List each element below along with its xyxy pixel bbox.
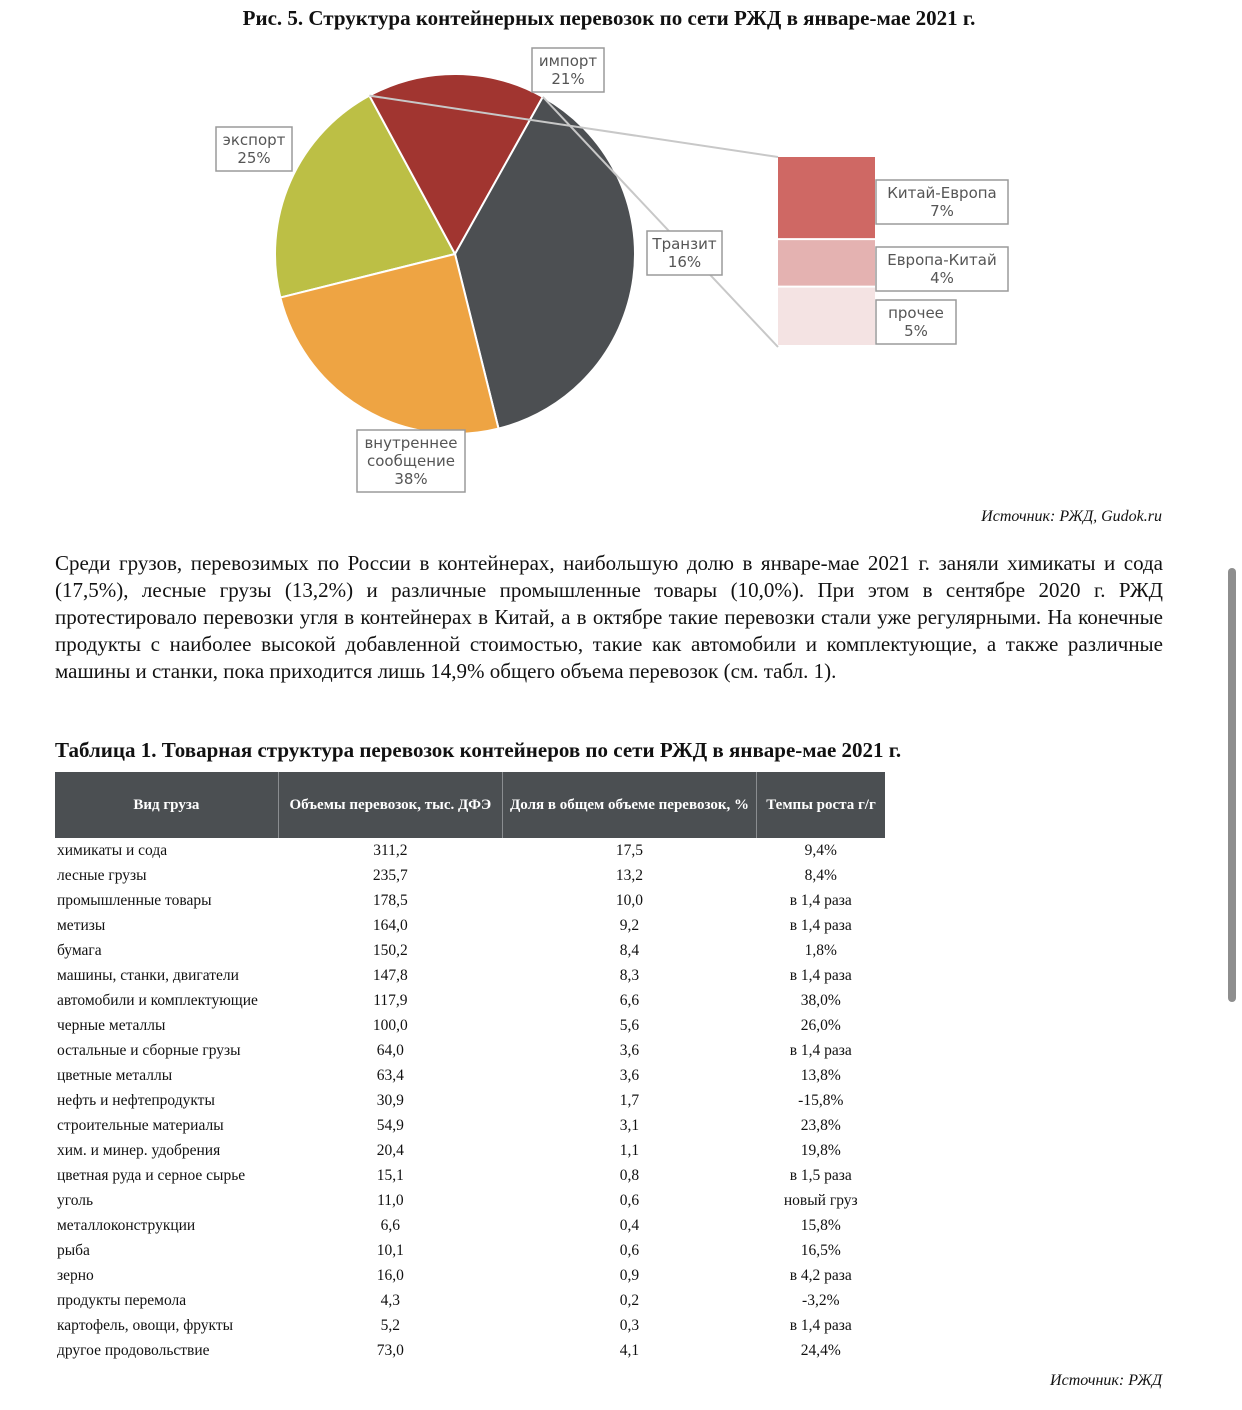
table-row [55, 1063, 885, 1088]
cell-volume: 16,0 [376, 1266, 404, 1284]
label-breakdown-0-text: 7% [930, 202, 954, 220]
cell-share: 3,6 [619, 1041, 640, 1059]
cell-cargo-type: другое продовольствие [57, 1341, 210, 1359]
cell-cargo-type: цветная руда и серное сырье [57, 1166, 246, 1184]
cell-cargo-type: автомобили и комплектующие [57, 991, 258, 1009]
table-row [55, 1013, 885, 1038]
label-transit-text: 16% [667, 253, 702, 271]
cell-growth: в 1,4 раза [789, 1041, 852, 1059]
cell-growth: 38,0% [800, 991, 841, 1009]
cell-share: 0,6 [619, 1241, 640, 1259]
cell-cargo-type: промышленные товары [57, 891, 212, 909]
cell-cargo-type: продукты перемола [57, 1291, 187, 1309]
cell-cargo-type: металлоконструкции [57, 1216, 196, 1234]
cell-share: 17,5 [615, 841, 644, 859]
cell-growth: в 1,5 раза [789, 1166, 852, 1184]
label-import [532, 48, 604, 92]
label-domestic-text: внутреннее [364, 434, 458, 452]
pie-chart [0, 40, 1100, 510]
cell-share: 0,6 [619, 1191, 640, 1209]
cell-share: 10,0 [615, 891, 644, 909]
cell-share: 6,6 [619, 991, 640, 1009]
table-title: Таблица 1. Товарная структура перевозок контейнеров по сети РЖД в январе-мае 2021 г. [55, 738, 902, 762]
cell-growth: 23,8% [800, 1116, 841, 1134]
cell-volume: 30,9 [376, 1091, 404, 1109]
header-cargo-type: Вид груза [55, 772, 278, 838]
cell-growth: -3,2% [802, 1291, 840, 1309]
cell-growth: в 1,4 раза [789, 966, 852, 984]
cell-share: 0,9 [619, 1266, 640, 1284]
cell-growth: 15,8% [800, 1216, 841, 1234]
table-header-row [55, 772, 885, 838]
cargo-table [55, 772, 885, 1363]
cell-volume: 100,0 [372, 1016, 408, 1034]
table-row [55, 1263, 885, 1288]
table-row [55, 1338, 885, 1363]
cell-cargo-type: машины, станки, двигатели [57, 966, 239, 984]
cell-volume: 10,1 [376, 1241, 404, 1259]
cell-volume: 15,1 [376, 1166, 404, 1184]
cell-share: 8,3 [619, 966, 640, 984]
cell-cargo-type: химикаты и сода [57, 841, 168, 859]
table-row [55, 1313, 885, 1338]
cell-share: 1,1 [619, 1141, 640, 1159]
figure-source: Источник: РЖД, Gudok.ru [981, 508, 1162, 525]
cell-volume: 5,2 [380, 1316, 401, 1334]
header-volume: Объемы перевозок, тыс. ДФЭ [278, 772, 502, 838]
cell-volume: 63,4 [376, 1066, 404, 1084]
cell-growth: в 1,4 раза [789, 916, 852, 934]
cell-growth: 24,4% [800, 1341, 841, 1359]
cell-share: 9,2 [619, 916, 640, 934]
label-breakdown-1-text: Европа-Китай [887, 251, 997, 269]
cell-volume: 4,3 [380, 1291, 401, 1309]
cell-share: 0,3 [619, 1316, 640, 1334]
cell-share: 13,2 [615, 866, 644, 884]
cell-growth: 13,8% [800, 1066, 841, 1084]
cell-cargo-type: цветные металлы [57, 1066, 173, 1084]
cell-volume: 311,2 [373, 841, 408, 859]
label-breakdown-2-text: 5% [904, 322, 928, 340]
table-row [55, 1213, 885, 1238]
body-paragraph: Среди грузов, перевозимых по России в контейнерах, наибольшую долю в январе-мае 2021 г. заняли химикаты и сода (17,5%), лесные грузы (13,2%) и различные промышленные товары (10,0%). При этом в сентябре 2020 г. РЖД протестировало перевозки угля в контейнерах в Китай, а в октябре такие перевозки стали уже регулярными. На конечные продукты с наиболее высокой добавленной стоимостью, такие как автомобили и комплектующие, а также различные машины и станки, пока приходится лишь 14,9% общего объема перевозок (см. табл. 1). [55, 551, 1163, 683]
cell-cargo-type: зерно [57, 1266, 94, 1284]
label-export-text: 25% [237, 149, 271, 167]
cell-volume: 64,0 [376, 1041, 404, 1059]
cell-volume: 54,9 [376, 1116, 404, 1134]
cell-volume: 11,0 [377, 1191, 404, 1209]
label-breakdown-2 [876, 300, 956, 344]
table-row [55, 1088, 885, 1113]
cell-cargo-type: рыба [57, 1241, 90, 1259]
cell-share: 0,4 [619, 1216, 640, 1234]
label-breakdown-1 [876, 247, 1008, 291]
cell-cargo-type: строительные материалы [57, 1116, 224, 1134]
breakdown-segment-2 [778, 288, 875, 345]
cell-growth: новый груз [783, 1191, 858, 1209]
cell-cargo-type: остальные и сборные грузы [57, 1041, 241, 1059]
table-row [55, 1138, 885, 1163]
cell-volume: 147,8 [372, 966, 408, 984]
cell-growth: 16,5% [800, 1241, 841, 1259]
table-row [55, 1163, 885, 1188]
cell-growth: 26,0% [800, 1016, 841, 1034]
cell-share: 8,4 [619, 941, 640, 959]
cell-cargo-type: черные металлы [57, 1016, 166, 1034]
table-row [55, 1038, 885, 1063]
cell-cargo-type: бумага [57, 941, 102, 959]
breakdown-segment-1 [778, 240, 875, 286]
cell-cargo-type: хим. и минер. удобрения [57, 1141, 221, 1159]
cell-volume: 20,4 [376, 1141, 404, 1159]
cell-growth: 1,8% [804, 941, 837, 959]
cell-growth: в 4,2 раза [789, 1266, 852, 1284]
cell-volume: 6,6 [380, 1216, 401, 1234]
label-breakdown-2-text: прочее [888, 304, 944, 322]
cell-volume: 73,0 [376, 1341, 404, 1359]
cell-share: 1,7 [619, 1091, 640, 1109]
table-row [55, 1238, 885, 1263]
breakdown-segment-0 [778, 157, 875, 238]
cell-share: 3,6 [619, 1066, 640, 1084]
cell-cargo-type: уголь [57, 1191, 94, 1209]
cell-share: 3,1 [619, 1116, 640, 1134]
cell-growth: 8,4% [804, 866, 837, 884]
table-row [55, 888, 885, 913]
header-growth: Темпы роста г/г [757, 772, 885, 838]
label-import-text: импорт [538, 52, 598, 70]
label-export [216, 127, 292, 171]
cell-cargo-type: лесные грузы [57, 866, 147, 884]
label-export-text: экспорт [222, 131, 286, 149]
cell-growth: -15,8% [798, 1091, 844, 1109]
label-breakdown-0-text: Китай-Европа [887, 184, 997, 202]
table-row [55, 963, 885, 988]
cell-share: 5,6 [619, 1016, 640, 1034]
cell-cargo-type: метизы [57, 916, 106, 934]
label-import-text: 21% [551, 70, 585, 88]
cell-growth: в 1,4 раза [789, 1316, 852, 1334]
table-row [55, 1113, 885, 1138]
cell-volume: 150,2 [372, 941, 408, 959]
figure-title: Рис. 5. Структура контейнерных перевозок по сети РЖД в январе-мае 2021 г. [242, 6, 976, 30]
cell-cargo-type: картофель, овощи, фрукты [57, 1316, 234, 1334]
cell-volume: 164,0 [372, 916, 408, 934]
label-domestic [357, 430, 465, 492]
cell-share: 0,2 [619, 1291, 640, 1309]
cell-cargo-type: нефть и нефтепродукты [57, 1091, 215, 1109]
table-row [55, 988, 885, 1013]
label-transit-text: Транзит [652, 235, 717, 253]
table-row [55, 913, 885, 938]
cell-share: 4,1 [619, 1341, 640, 1359]
cell-share: 0,8 [619, 1166, 640, 1184]
header-share: Доля в общем объеме перевозок, % [502, 772, 756, 838]
cell-growth: в 1,4 раза [789, 891, 852, 909]
table-row [55, 838, 885, 863]
label-breakdown-1-text: 4% [930, 269, 954, 287]
table-source: Источник: РЖД [1050, 1372, 1162, 1389]
table-row [55, 863, 885, 888]
cell-volume: 117,9 [373, 991, 408, 1009]
label-breakdown-0 [876, 180, 1008, 224]
label-domestic-text: сообщение [367, 452, 455, 470]
scrollbar[interactable] [1228, 568, 1236, 1002]
label-domestic-text: 38% [394, 470, 428, 488]
label-transit [647, 231, 722, 275]
cell-volume: 235,7 [372, 866, 408, 884]
table-row [55, 1288, 885, 1313]
cell-volume: 178,5 [372, 891, 408, 909]
cell-growth: 9,4% [804, 841, 837, 859]
table-row [55, 938, 885, 963]
table-row [55, 1188, 885, 1213]
cell-growth: 19,8% [800, 1141, 841, 1159]
